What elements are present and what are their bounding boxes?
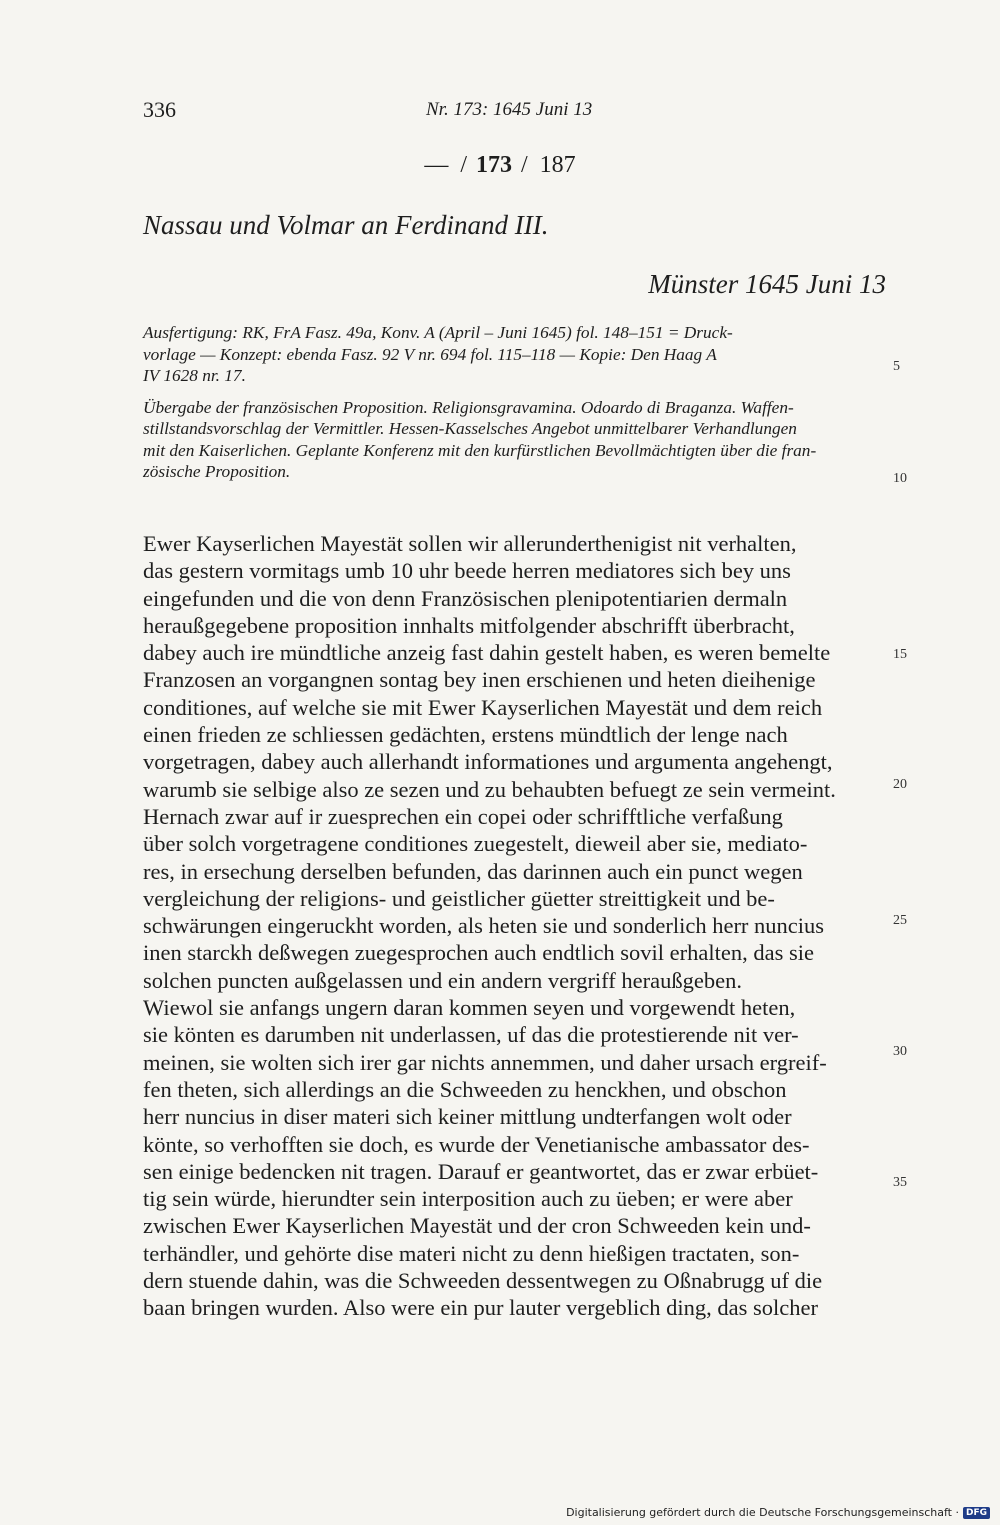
line-number: 30 — [893, 1044, 907, 1059]
body-line: terhändler, und gehörte dise materi nicht zu denn hießigen tractaten, son- — [143, 1240, 800, 1266]
line-number: 5 — [893, 359, 900, 374]
body-line: vergleichung der religions- und geistlicher güetter streittigkeit und be- — [143, 885, 775, 911]
body-line: sen einige bedencken nit tragen. Darauf er geantwortet, das er zwar erbüet- — [143, 1158, 819, 1184]
numbering-separator: / — [521, 152, 528, 178]
source-line: Ausfertigung: RK, FrA Fasz. 49a, Konv. A (April – Juni 1645) fol. 148–151 = Druck- — [143, 323, 733, 342]
body-line: Ewer Kayserlichen Mayestät sollen wir allerunderthenigist nit verhalten, — [143, 531, 797, 556]
body-line: tig sein würde, hierundter sein interposition auch zu üeben; er were aber — [143, 1186, 793, 1212]
body-line: schwärungen eingeruckht worden, als heten sie und sonderlich herr nuncius — [143, 913, 825, 939]
running-head — [143, 97, 883, 127]
body-line: sie könten es darumben nit underlassen, uf das die protestierende nit ver- — [143, 1022, 799, 1048]
body-line: Wiewol sie anfangs ungern daran kommen seyen und vorgewendt heten, — [143, 995, 796, 1021]
body-line: res, in ersechung derselben befunden, das darinnen auch ein punct wegen — [143, 858, 803, 884]
letter-body — [143, 530, 885, 1322]
summary-line: zösische Proposition. — [143, 462, 291, 481]
line-number: 10 — [893, 471, 907, 486]
summary-line: stillstandsvorschlag der Vermittler. Hessen-Kasselsches Angebot unmittelbarer Verhandlungen — [143, 419, 797, 438]
body-line: Franzosen an vorgangnen sontag bey inen erschienen und heten dieihenige — [143, 667, 816, 693]
body-line: baan bringen wurden. Also were ein pur lauter vergeblich ding, das solcher — [143, 1295, 818, 1321]
body-line: fen theten, sich allerdings an die Schweeden zu henckhen, und obschon — [143, 1076, 787, 1102]
document-number: 173 — [476, 152, 512, 178]
credit-text: Digitalisierung gefördert durch die Deutsche Forschungsgemeinschaft · — [566, 1506, 959, 1519]
document-title: Nassau und Volmar an Ferdinand III. — [143, 210, 549, 240]
body-line: könte, so verhofften sie doch, es wurde der Venetianische ambassator des- — [143, 1131, 810, 1157]
numbering-separator: / — [460, 152, 467, 178]
body-line: dabey auch ire mündtliche anzeig fast dahin gestelt haben, es weren bemelte — [143, 640, 831, 666]
summary-line: mit den Kaiserlichen. Geplante Konferenz mit den kurfürstlichen Bevollmächtigten über die fran- — [143, 440, 817, 460]
body-line: zwischen Ewer Kayserlichen Mayestät und der cron Schweeden kein und- — [143, 1213, 811, 1239]
line-number: 15 — [893, 647, 907, 662]
body-line: eingefunden und die von denn Französischen plenipotentiarien dermaln — [143, 585, 788, 611]
body-line: heraußgegebene proposition innhalts mitfolgender abschrifft überbracht, — [143, 612, 795, 638]
body-line: dern stuende dahin, was die Schweeden dessentwegen zu Oßnabrugg uf die — [143, 1268, 823, 1294]
body-line: meinen, sie wolten sich irer gar nichts annemmen, und daher ursach ergreif- — [143, 1049, 827, 1075]
body-line: solchen puncten außgelassen und ein andern vergriff heraußgeben. — [143, 967, 742, 993]
body-line: inen starckh deßwegen zuegesprochen auch endtlich sovil erhalten, das sie — [143, 940, 815, 966]
line-number: 35 — [893, 1175, 907, 1190]
source-line: IV 1628 nr. 17. — [143, 366, 246, 385]
body-line: herr nuncius in diser materi sich keiner mittlung undterfangen wolt oder — [143, 1104, 792, 1130]
numbering-dash: — — [424, 152, 449, 178]
body-line: über solch vorgetragene conditiones zuegestelt, dieweil aber sie, mediato- — [143, 831, 808, 857]
page-number: 336 — [143, 97, 176, 122]
document-numbering — [0, 152, 1000, 179]
place-and-date: Münster 1645 Juni 13 — [648, 269, 886, 299]
line-number: 25 — [893, 913, 907, 928]
running-title: Nr. 173: 1645 Juni 13 — [426, 99, 593, 120]
source-line: vorlage — Konzept: ebenda Fasz. 92 V nr. 694 fol. 115–118 — Kopie: Den Haag A — [143, 344, 717, 364]
body-line: das gestern vormitags umb 10 uhr beede herren mediatores sich bey uns — [143, 558, 791, 584]
body-line: warumb sie selbige also ze sezen und zu behaubten befuegt ze sein vermeint. — [143, 776, 836, 802]
reference-number: 187 — [539, 152, 576, 178]
line-number: 20 — [893, 777, 907, 792]
digitization-credit — [566, 1506, 990, 1519]
dfg-logo: DFG — [963, 1507, 990, 1519]
body-line: vorgetragen, dabey auch allerhandt informationes und argumenta angehengt, — [143, 749, 833, 775]
body-line: conditiones, auf welche sie mit Ewer Kayserlichen Mayestät und dem reich — [143, 694, 823, 720]
summary-line: Übergabe der französischen Proposition. Religionsgravamina. Odoardo di Braganza. Waffen- — [143, 397, 794, 417]
source-apparatus — [143, 322, 883, 483]
body-line: einen frieden ze schliessen gedächten, erstens mündtlich der lenge nach — [143, 722, 788, 748]
body-line: Hernach zwar auf ir zuesprechen ein copei oder schrifftliche verfaßung — [143, 803, 783, 829]
spacer — [143, 387, 883, 397]
